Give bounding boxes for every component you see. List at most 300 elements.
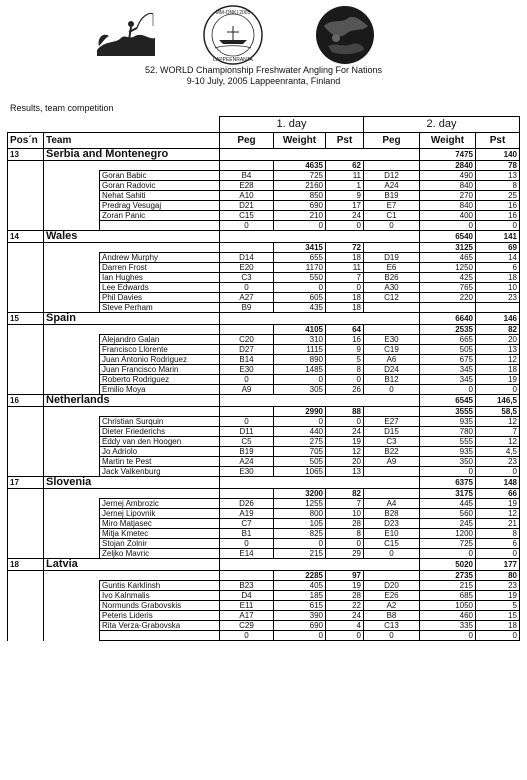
day1-pst: 16: [326, 335, 364, 345]
blank-cell: [8, 293, 44, 303]
day2-pst: 15: [476, 611, 520, 621]
day1-weight: 0: [274, 283, 326, 293]
day1-peg: D4: [220, 591, 274, 601]
day2-pst: 5: [476, 601, 520, 611]
blank-cell: [44, 447, 100, 457]
day2-weight: 245: [420, 519, 476, 529]
day2-total-weight: 2840: [420, 161, 476, 171]
day2-weight: 765: [420, 283, 476, 293]
day2-total-pst: 78: [476, 161, 520, 171]
day1-total-weight: 2990: [274, 407, 326, 417]
blank-cell: [8, 631, 44, 641]
blank-cell: [44, 211, 100, 221]
blank-cell: [8, 509, 44, 519]
blank-cell: [220, 325, 274, 335]
day2-peg: E30: [364, 335, 420, 345]
day2-pst: 12: [476, 355, 520, 365]
day1-pst: 18: [326, 303, 364, 313]
day1-pst: 10: [326, 509, 364, 519]
blank-cell: [44, 171, 100, 181]
day1-peg: 0: [220, 539, 274, 549]
day1-pst: 0: [326, 283, 364, 293]
day2-weight: 560: [420, 509, 476, 519]
day2-weight: 0: [420, 385, 476, 395]
day2-weight: 725: [420, 539, 476, 549]
angler-row: [8, 201, 520, 211]
team-day-totals-row: [8, 243, 520, 253]
day1-pst: 28: [326, 591, 364, 601]
day2-weight: 0: [420, 221, 476, 231]
pst1-header: Pst: [326, 133, 364, 149]
day2-total-pst: 69: [476, 243, 520, 253]
blank-cell: [44, 621, 100, 631]
day2-pst: 8: [476, 181, 520, 191]
day2-peg: 0: [364, 631, 420, 641]
day2-peg: C3: [364, 437, 420, 447]
blank-cell: [44, 571, 100, 581]
angler-name: Lee Edwards: [100, 283, 220, 293]
blank-cell: [8, 335, 44, 345]
blank-cell: [8, 355, 44, 365]
day1-weight: 825: [274, 529, 326, 539]
day2-peg: D24: [364, 365, 420, 375]
blank-cell: [44, 303, 100, 313]
day1-total-pst: 64: [326, 325, 364, 335]
day1-weight: 1485: [274, 365, 326, 375]
day2-weight: [420, 303, 476, 313]
day1-peg: 0: [220, 631, 274, 641]
team-row: [8, 395, 520, 407]
angler-row: [8, 365, 520, 375]
results-table: [7, 116, 520, 641]
day2-pst: 7: [476, 427, 520, 437]
day2-pst: 14: [476, 253, 520, 263]
day1-peg: C15: [220, 211, 274, 221]
day2-peg: D15: [364, 427, 420, 437]
blank-cell: [44, 581, 100, 591]
day1-weight: 440: [274, 427, 326, 437]
team-day-totals-row: [8, 571, 520, 581]
day2-peg: 0: [364, 221, 420, 231]
day1-weight: 215: [274, 549, 326, 559]
day1-peg: B14: [220, 355, 274, 365]
day1-weight: 800: [274, 509, 326, 519]
day1-weight: 655: [274, 253, 326, 263]
blank-cell: [44, 375, 100, 385]
blank-cell: [44, 181, 100, 191]
day2-peg: A6: [364, 355, 420, 365]
day1-pst: 17: [326, 201, 364, 211]
angler-row: [8, 467, 520, 477]
angler-name: Zeljko Mavric: [100, 549, 220, 559]
angler-name: Steve Perham: [100, 303, 220, 313]
day2-peg: B22: [364, 447, 420, 457]
angler-name: [100, 221, 220, 231]
day2-weight: 445: [420, 499, 476, 509]
day1-peg: B4: [220, 171, 274, 181]
blank-cell: [44, 253, 100, 263]
team-spacer: [364, 149, 420, 161]
angler-row: [8, 457, 520, 467]
day2-peg: C19: [364, 345, 420, 355]
blank-cell: [44, 601, 100, 611]
day2-pst: 18: [476, 621, 520, 631]
day2-pst: 4,5: [476, 447, 520, 457]
blank-cell: [8, 447, 44, 457]
angler-row: [8, 253, 520, 263]
day2-pst: 13: [476, 171, 520, 181]
day1-pst: 0: [326, 417, 364, 427]
day2-weight: 400: [420, 211, 476, 221]
angler-row: [8, 345, 520, 355]
angler-name: Peteris Lideris: [100, 611, 220, 621]
blank-cell: [220, 571, 274, 581]
blank-cell: [364, 325, 420, 335]
day1-peg: 0: [220, 221, 274, 231]
team-name: Spain: [44, 313, 220, 325]
day1-pst: 26: [326, 385, 364, 395]
day2-peg: [364, 303, 420, 313]
angler-name: Rita Verza-Grabovska: [100, 621, 220, 631]
day2-pst: 19: [476, 591, 520, 601]
blank-cell: [44, 283, 100, 293]
day2-weight: 215: [420, 581, 476, 591]
day1-weight: 210: [274, 211, 326, 221]
day1-weight: 1170: [274, 263, 326, 273]
blank-cell: [100, 161, 220, 171]
day1-peg: D11: [220, 427, 274, 437]
blank-cell: [44, 437, 100, 447]
angler-row: [8, 591, 520, 601]
blank-cell: [44, 201, 100, 211]
angler-name: Martin te Pest: [100, 457, 220, 467]
day1-weight: 690: [274, 621, 326, 631]
angler-row: [8, 385, 520, 395]
day1-peg: B23: [220, 581, 274, 591]
day2-pst: 23: [476, 293, 520, 303]
angler-row: [8, 601, 520, 611]
blank-cell: [8, 263, 44, 273]
angler-name: Francisco Llorente: [100, 345, 220, 355]
day1-weight: 305: [274, 385, 326, 395]
day1-peg: A9: [220, 385, 274, 395]
team-grand-weight: 6540: [420, 231, 476, 243]
angler-name: Eddy van den Hoogen: [100, 437, 220, 447]
day2-pst: 12: [476, 437, 520, 447]
angler-name: Christian Surquin: [100, 417, 220, 427]
blank-cell: [8, 549, 44, 559]
day2-weight: 780: [420, 427, 476, 437]
blank-cell: [44, 591, 100, 601]
blank-cell: [8, 407, 44, 417]
day1-peg: C20: [220, 335, 274, 345]
angler-row: [8, 263, 520, 273]
day1-weight: 605: [274, 293, 326, 303]
day1-pst: 11: [326, 171, 364, 181]
day1-peg: E30: [220, 365, 274, 375]
blank-cell: [8, 283, 44, 293]
day1-peg: E14: [220, 549, 274, 559]
team-grand-weight: 6545: [420, 395, 476, 407]
team-spacer: [220, 395, 364, 407]
day1-pst: 12: [326, 447, 364, 457]
angler-row: [8, 355, 520, 365]
blank-cell: [8, 171, 44, 181]
day2-header: 2. day: [364, 117, 520, 133]
day2-weight: 270: [420, 191, 476, 201]
day1-pst: 24: [326, 427, 364, 437]
day2-peg: D23: [364, 519, 420, 529]
day2-peg: A4: [364, 499, 420, 509]
day2-pst: 0: [476, 467, 520, 477]
blank-cell: [8, 457, 44, 467]
day1-weight: 615: [274, 601, 326, 611]
day1-weight: 0: [274, 417, 326, 427]
day2-peg: C13: [364, 621, 420, 631]
angler-name: Jack Valkenburg: [100, 467, 220, 477]
blank-cell: [8, 325, 44, 335]
blank-cell: [44, 325, 100, 335]
day2-pst: [476, 303, 520, 313]
day2-pst: 6: [476, 263, 520, 273]
pst2-header: Pst: [476, 133, 520, 149]
day1-peg: D26: [220, 499, 274, 509]
day1-pst: 8: [326, 365, 364, 375]
day2-total-weight: 3555: [420, 407, 476, 417]
angler-name: Roberto Rodriguez: [100, 375, 220, 385]
day2-pst: 12: [476, 417, 520, 427]
blank-cell: [8, 191, 44, 201]
angler-name: Normunds Grabovskis: [100, 601, 220, 611]
day1-peg: 0: [220, 417, 274, 427]
day2-pst: 16: [476, 201, 520, 211]
day2-weight: 665: [420, 335, 476, 345]
team-spacer: [220, 231, 364, 243]
day1-weight: 725: [274, 171, 326, 181]
angler-row: [8, 437, 520, 447]
blank-cell: [44, 519, 100, 529]
day1-weight: 0: [274, 539, 326, 549]
team-spacer: [364, 231, 420, 243]
day2-weight: 335: [420, 621, 476, 631]
angler-row: [8, 191, 520, 201]
team-name: Slovenia: [44, 477, 220, 489]
blank-cell: [8, 621, 44, 631]
blank-cell: [8, 365, 44, 375]
day1-header: 1. day: [220, 117, 364, 133]
day2-pst: 0: [476, 385, 520, 395]
day2-pst: 19: [476, 375, 520, 385]
day1-pst: 9: [326, 191, 364, 201]
day2-total-pst: 82: [476, 325, 520, 335]
day1-pst: 29: [326, 549, 364, 559]
angler-row: [8, 283, 520, 293]
day2-weight: 840: [420, 201, 476, 211]
blank-cell: [220, 161, 274, 171]
blank-cell: [8, 201, 44, 211]
day1-total-pst: 97: [326, 571, 364, 581]
angler-name: Jernej Ambrozic: [100, 499, 220, 509]
day2-peg: B26: [364, 273, 420, 283]
angler-row: [8, 519, 520, 529]
blank-cell: [44, 549, 100, 559]
day1-peg: A19: [220, 509, 274, 519]
blank-cell: [220, 243, 274, 253]
angler-name: Ivo Kalnmalis: [100, 591, 220, 601]
day1-pst: 0: [326, 221, 364, 231]
blank-cell: [8, 375, 44, 385]
blank-cell: [44, 417, 100, 427]
day2-weight: 0: [420, 631, 476, 641]
day1-weight: 550: [274, 273, 326, 283]
blank-cell: [8, 467, 44, 477]
team-day-totals-row: [8, 489, 520, 499]
blank-cell: [8, 591, 44, 601]
weight2-header: Weight: [420, 133, 476, 149]
day1-weight: 0: [274, 631, 326, 641]
blank-cell: [8, 221, 44, 231]
angler-row: [8, 539, 520, 549]
day1-weight: 1255: [274, 499, 326, 509]
day1-weight: 435: [274, 303, 326, 313]
blank-cell: [8, 181, 44, 191]
team-spacer: [220, 149, 364, 161]
day1-pst: 1: [326, 181, 364, 191]
peg1-header: Peg: [220, 133, 274, 149]
championship-emblem: [201, 4, 265, 66]
team-position: 16: [8, 395, 44, 407]
team-spacer: [364, 477, 420, 489]
day2-weight: 1250: [420, 263, 476, 273]
day1-weight: 850: [274, 191, 326, 201]
championship-title: 52. WORLD Championship Freshwater Angling For Nations: [144, 65, 383, 75]
team-position: 13: [8, 149, 44, 161]
day1-total-pst: 72: [326, 243, 364, 253]
day2-weight: 465: [420, 253, 476, 263]
day2-peg: A24: [364, 181, 420, 191]
day2-pst: 25: [476, 191, 520, 201]
day2-peg: A30: [364, 283, 420, 293]
day2-total-weight: 3175: [420, 489, 476, 499]
angler-name: Andrew Murphy: [100, 253, 220, 263]
angler-row: [8, 611, 520, 621]
day2-weight: 935: [420, 417, 476, 427]
day2-weight: 350: [420, 457, 476, 467]
day1-peg: D14: [220, 253, 274, 263]
angler-name: Guntis Karklinsh: [100, 581, 220, 591]
day2-peg: 0: [364, 385, 420, 395]
column-header-row: [8, 133, 520, 149]
blank-cell: [44, 499, 100, 509]
angler-name: Zoran Panic: [100, 211, 220, 221]
day2-pst: 0: [476, 631, 520, 641]
angler-row: [8, 171, 520, 181]
blank-cell: [8, 243, 44, 253]
team-grand-pst: 177: [476, 559, 520, 571]
angler-row: [8, 293, 520, 303]
day1-peg: C3: [220, 273, 274, 283]
blank-cell: [100, 243, 220, 253]
day1-pst: 0: [326, 375, 364, 385]
day1-pst: 18: [326, 293, 364, 303]
angler-row: [8, 335, 520, 345]
day2-peg: B8: [364, 611, 420, 621]
blank-cell: [44, 161, 100, 171]
team-day-totals-row: [8, 325, 520, 335]
day2-peg: B12: [364, 375, 420, 385]
blank-cell: [44, 611, 100, 621]
day2-pst: 20: [476, 335, 520, 345]
blank-cell: [44, 427, 100, 437]
angler-logo: [95, 10, 157, 62]
day2-pst: 18: [476, 365, 520, 375]
day1-peg: A24: [220, 457, 274, 467]
blank-cell: [8, 345, 44, 355]
blank-cell: [44, 529, 100, 539]
day1-peg: E28: [220, 181, 274, 191]
day2-peg: 0: [364, 549, 420, 559]
blank-cell: [364, 571, 420, 581]
day2-weight: 1200: [420, 529, 476, 539]
team-name: Latvia: [44, 559, 220, 571]
blank-cell: [44, 345, 100, 355]
angler-name: Jernej Lipovnik: [100, 509, 220, 519]
day2-peg: C1: [364, 211, 420, 221]
day1-peg: D21: [220, 201, 274, 211]
blank-cell: [44, 191, 100, 201]
day2-weight: 935: [420, 447, 476, 457]
angler-name: Alejandro Galan: [100, 335, 220, 345]
emblem-top-text: MM-ONKI 2005: [215, 10, 251, 16]
day2-peg: D19: [364, 253, 420, 263]
day1-pst: 13: [326, 467, 364, 477]
day2-weight: 0: [420, 467, 476, 477]
day2-total-pst: 58,5: [476, 407, 520, 417]
angler-row: [8, 631, 520, 641]
blank-cell: [44, 273, 100, 283]
championship-date-location: 9-10 July, 2005 Lappeenranta, Finland: [186, 76, 341, 86]
blank-cell: [100, 325, 220, 335]
blank-cell: [8, 519, 44, 529]
peg2-header: Peg: [364, 133, 420, 149]
blank-cell: [100, 407, 220, 417]
blank-cell: [364, 407, 420, 417]
team-row: [8, 149, 520, 161]
day1-total-weight: 4635: [274, 161, 326, 171]
day1-total-weight: 3200: [274, 489, 326, 499]
day2-weight: 840: [420, 181, 476, 191]
blank-cell: [8, 417, 44, 427]
day1-weight: 1065: [274, 467, 326, 477]
day2-peg: A2: [364, 601, 420, 611]
angler-name: Nehat Sahiti: [100, 191, 220, 201]
team-name: Wales: [44, 231, 220, 243]
angler-name: Juan Antonio Rodriguez: [100, 355, 220, 365]
day2-weight: 1050: [420, 601, 476, 611]
day2-pst: 21: [476, 519, 520, 529]
angler-row: [8, 549, 520, 559]
day1-pst: 19: [326, 437, 364, 447]
day2-peg: D20: [364, 581, 420, 591]
day2-peg: C12: [364, 293, 420, 303]
blank-cell: [8, 253, 44, 263]
team-spacer: [220, 559, 364, 571]
day1-peg: B1: [220, 529, 274, 539]
blank-cell: [364, 243, 420, 253]
day2-weight: 490: [420, 171, 476, 181]
day2-peg: E6: [364, 263, 420, 273]
day1-weight: 690: [274, 201, 326, 211]
